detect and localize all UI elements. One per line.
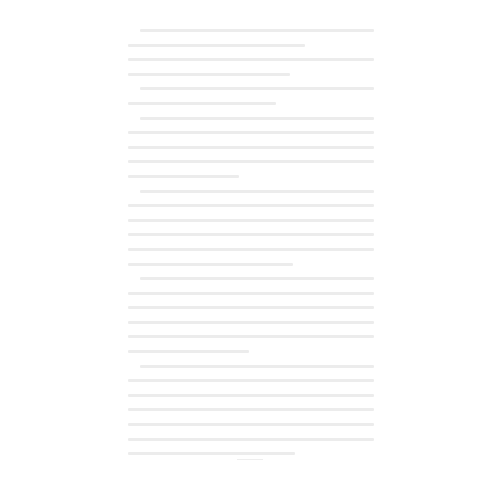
text-line [128, 433, 374, 448]
illegible-text-placeholder [128, 292, 374, 295]
text-line [128, 287, 374, 302]
text-line [128, 97, 374, 112]
text-line [128, 389, 374, 404]
illegible-text-placeholder [128, 131, 374, 134]
text-line [128, 170, 374, 185]
illegible-text-placeholder [128, 44, 305, 47]
text-line [128, 374, 374, 389]
text-line [128, 68, 374, 83]
illegible-text-placeholder [128, 452, 295, 455]
illegible-text-placeholder [128, 350, 249, 353]
illegible-text-placeholder [128, 219, 374, 222]
text-line [128, 24, 374, 39]
illegible-text-placeholder [140, 29, 374, 32]
text-line [128, 345, 374, 360]
illegible-text-placeholder [128, 394, 374, 397]
text-line [128, 214, 374, 229]
illegible-text-placeholder [128, 160, 374, 163]
text-line [128, 39, 374, 54]
illegible-text-placeholder [128, 335, 374, 338]
illegible-text-placeholder [140, 365, 374, 368]
text-line [128, 155, 374, 170]
illegible-text-placeholder [140, 87, 374, 90]
text-line [128, 243, 374, 258]
illegible-text-placeholder [128, 379, 374, 382]
text-line [128, 258, 374, 273]
folio-rule [237, 459, 263, 460]
illegible-text-placeholder [128, 248, 374, 251]
text-line [128, 316, 374, 331]
text-line [128, 82, 374, 97]
illegible-text-placeholder [128, 58, 374, 61]
illegible-text-placeholder [128, 306, 374, 309]
text-line [128, 403, 374, 418]
text-line [128, 360, 374, 375]
text-line [128, 126, 374, 141]
illegible-text-placeholder [128, 73, 290, 76]
illegible-text-placeholder [128, 233, 374, 236]
text-line [128, 272, 374, 287]
text-line [128, 199, 374, 214]
text-line [128, 141, 374, 156]
body-text [128, 24, 374, 462]
text-line [128, 301, 374, 316]
illegible-text-placeholder [128, 146, 374, 149]
illegible-text-placeholder [128, 175, 239, 178]
illegible-text-placeholder [140, 277, 374, 280]
text-line [128, 330, 374, 345]
illegible-text-placeholder [128, 438, 374, 441]
illegible-text-placeholder [140, 190, 374, 193]
text-line [128, 112, 374, 127]
text-line [128, 53, 374, 68]
text-line [128, 228, 374, 243]
illegible-text-placeholder [128, 321, 374, 324]
text-line [128, 418, 374, 433]
illegible-text-placeholder [128, 102, 276, 105]
illegible-text-placeholder [140, 117, 374, 120]
illegible-text-placeholder [128, 263, 293, 266]
illegible-text-placeholder [128, 423, 374, 426]
text-line [128, 185, 374, 200]
illegible-text-placeholder [128, 204, 374, 207]
illegible-text-placeholder [128, 408, 374, 411]
